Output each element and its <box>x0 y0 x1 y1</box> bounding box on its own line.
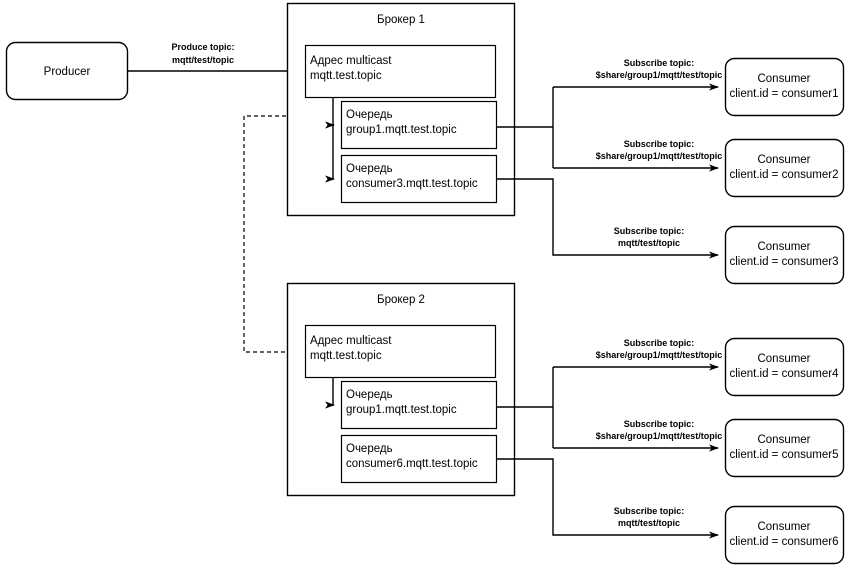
broker-1-queue-1-line1: Очередь <box>346 163 393 175</box>
broker-2[interactable] <box>288 284 515 496</box>
broker-2-multicast-line2: mqtt.test.topic <box>310 350 382 362</box>
consumer-2-box[interactable] <box>726 140 844 197</box>
edge-label-consumer1-line2: $share/group1/mqtt/test/topic <box>595 70 723 80</box>
edge-label-consumer4-line1: Subscribe topic: <box>623 338 695 348</box>
consumer-2-line1: Consumer <box>757 154 811 166</box>
broker-1-multicast-line1: Адрес multicast <box>310 55 392 67</box>
consumer-2-line2: client.id = consumer2 <box>729 169 839 181</box>
edge-label-consumer3-line2: mqtt/test/topic <box>618 238 680 248</box>
broker-2-multicast-line1: Адрес multicast <box>310 335 392 347</box>
consumer-6[interactable] <box>726 507 844 564</box>
consumer-4[interactable] <box>726 339 844 396</box>
edge-label-consumer6-line1: Subscribe topic: <box>613 506 685 516</box>
consumer-3[interactable] <box>726 227 844 284</box>
consumer-4-box[interactable] <box>726 339 844 396</box>
broker-2-queue-0-line1: Очередь <box>346 389 393 401</box>
consumer-1-box[interactable] <box>726 59 844 116</box>
consumer-6-box[interactable] <box>726 507 844 564</box>
consumer-5[interactable] <box>726 420 844 477</box>
consumer-5-line2: client.id = consumer5 <box>729 449 839 461</box>
edge-produce-label-line1: Produce topic: <box>171 42 235 52</box>
consumer-3-line2: client.id = consumer3 <box>729 256 839 268</box>
broker-1-multicast-line2: mqtt.test.topic <box>310 70 382 82</box>
producer-label: Producer <box>43 66 91 78</box>
consumer-4-line2: client.id = consumer4 <box>729 368 839 380</box>
consumer-5-box[interactable] <box>726 420 844 477</box>
consumer-3-line1: Consumer <box>757 241 811 253</box>
consumer-5-line1: Consumer <box>757 434 811 446</box>
edge-label-consumer4-line2: $share/group1/mqtt/test/topic <box>595 350 723 360</box>
consumer-3-box[interactable] <box>726 227 844 284</box>
consumer-2[interactable] <box>726 140 844 197</box>
broker-1-queue-0-line1: Очередь <box>346 109 393 121</box>
edge-b1q1-to-consumer3 <box>496 179 718 255</box>
broker-1[interactable] <box>288 4 515 216</box>
edge-label-consumer5-line1: Subscribe topic: <box>623 419 695 429</box>
broker-2-title: Брокер 2 <box>377 294 425 306</box>
consumer-6-line1: Consumer <box>757 521 811 533</box>
broker-2-queue-1-line1: Очередь <box>346 443 393 455</box>
edge-b2q1-to-consumer6 <box>496 459 718 535</box>
consumer-1[interactable] <box>726 59 844 116</box>
consumer-1-line1: Consumer <box>757 73 811 85</box>
broker-1-title: Брокер 1 <box>377 14 425 26</box>
edge-label-consumer3-line1: Subscribe topic: <box>613 226 685 236</box>
broker-2-queue-0-line2: group1.mqtt.test.topic <box>346 404 457 416</box>
edge-label-consumer6-line2: mqtt/test/topic <box>618 518 680 528</box>
producer-node[interactable] <box>7 43 128 100</box>
edge-label-consumer5-line2: $share/group1/mqtt/test/topic <box>595 431 723 441</box>
consumer-4-line1: Consumer <box>757 353 811 365</box>
broker-2-queue-1-line2: consumer6.mqtt.test.topic <box>346 458 478 470</box>
edge-produce-label-line2: mqtt/test/topic <box>172 55 234 65</box>
edge-label-consumer1-line1: Subscribe topic: <box>623 58 695 68</box>
consumer-6-line2: client.id = consumer6 <box>729 536 839 548</box>
consumer-1-line2: client.id = consumer1 <box>729 88 839 100</box>
edge-label-consumer2-line1: Subscribe topic: <box>623 139 695 149</box>
broker-1-queue-1-line2: consumer3.mqtt.test.topic <box>346 178 478 190</box>
edge-label-consumer2-line2: $share/group1/mqtt/test/topic <box>595 151 723 161</box>
broker-1-queue-0-line2: group1.mqtt.test.topic <box>346 124 457 136</box>
